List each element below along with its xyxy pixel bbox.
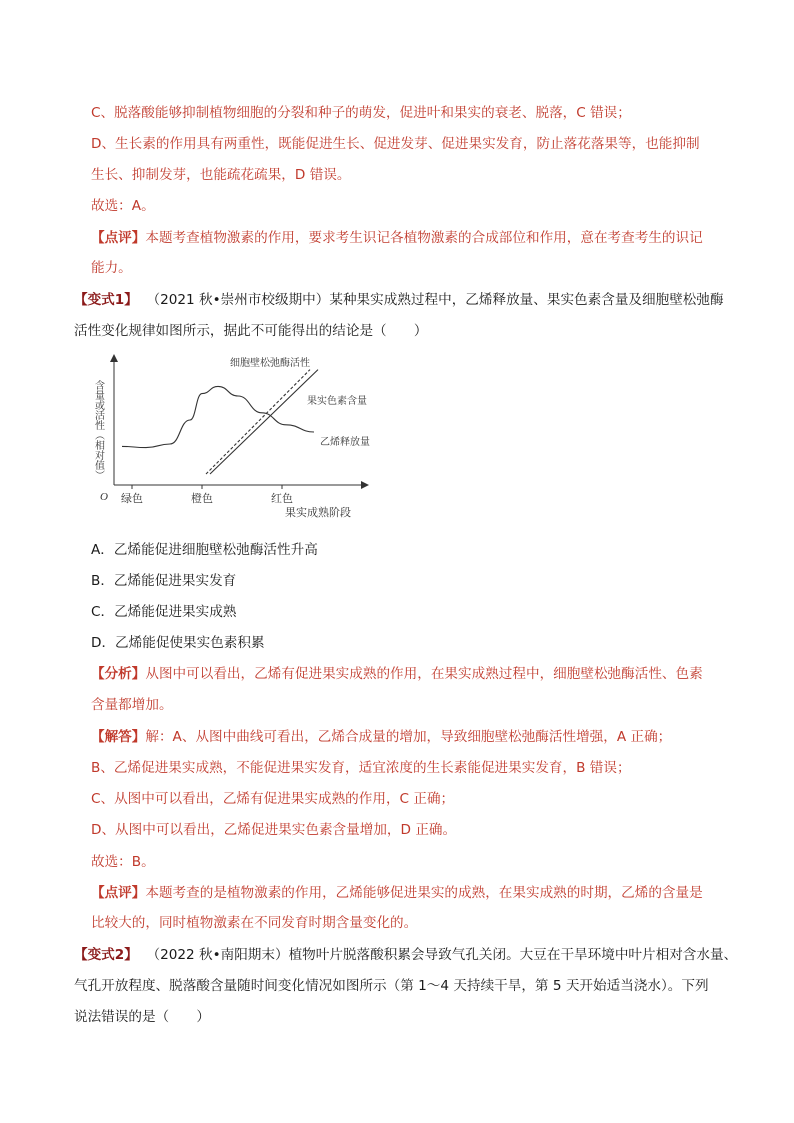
variant1-comment-line2: 比较大的，同时植物激素在不同发育时期含量变化的。 bbox=[91, 915, 418, 931]
series-label-0: 细胞壁松弛酶活性 bbox=[230, 358, 310, 369]
comment-text: 本题考查植物激素的作用，要求考生识记各植物激素的合成部位和作用，意在考查考生的识记 bbox=[145, 230, 703, 246]
variant2-text: （2022 秋•南阳期末）植物叶片脱落酸积累会导致气孔关闭。大豆在干旱环境中叶片相对含水量、 bbox=[146, 947, 738, 963]
solution-b: B、乙烯促进果实成熟，不能促进果实发育，适宜浓度的生长素能促进果实发育，B 错误； bbox=[91, 760, 631, 776]
comment-line2-prev: 能力。 bbox=[91, 260, 132, 276]
analysis-text: 从图中可以看出，乙烯有促进果实成熟的作用，在果实成熟过程中，细胞壁松弛酶活性、色素 bbox=[145, 666, 703, 682]
solution-d: D、从图中可以看出，乙烯促进果实色素含量增加，D 正确。 bbox=[91, 822, 457, 838]
x-tick-label-1: 橙色 bbox=[191, 493, 213, 505]
analysis-tag: 【分析】 bbox=[91, 666, 146, 682]
option-d-explanation-line1: D、生长素的作用具有两重性，既能促进生长、促进发芽、促进果实发育，防止落花落果等，也能抑制 bbox=[91, 136, 700, 152]
variant1-answer: 故选：B。 bbox=[91, 854, 155, 870]
variant2-tag: 【变式2】 bbox=[74, 947, 138, 963]
x-axis-label: 果实成熟阶段 bbox=[285, 507, 351, 519]
variant1-comment-line1 bbox=[91, 883, 703, 903]
analysis-line2: 含量都增加。 bbox=[91, 697, 173, 713]
solution-c: C、从图中可以看出，乙烯有促进果实成熟的作用，C 正确； bbox=[91, 791, 455, 807]
variant1-stem-line2: 活性变化规律如图所示，据此不可能得出的结论是（ ） bbox=[74, 323, 428, 339]
origin-label: O bbox=[100, 491, 108, 503]
variant2-stem-line1 bbox=[74, 945, 737, 965]
series-label-1: 果实色素含量 bbox=[307, 396, 367, 407]
variant1-option-d: D．乙烯能促使果实色素积累 bbox=[91, 635, 265, 651]
y-axis-label: 含量或活性（相对值） bbox=[92, 380, 104, 480]
option-c-explanation: C、脱落酸能够抑制植物细胞的分裂和种子的萌发，促进叶和果实的衰老、脱落，C 错误； bbox=[91, 105, 631, 121]
variant1-tag: 【变式1】 bbox=[74, 292, 138, 308]
series-label-2: 乙烯释放量 bbox=[320, 437, 370, 448]
variant1-text: （2021 秋•崇州市校级期中）某种果实成熟过程中，乙烯释放量、果实色素含量及细胞壁松弛酶 bbox=[146, 292, 724, 308]
series-line-2 bbox=[122, 386, 314, 447]
variant1-option-b: B．乙烯能促进果实发育 bbox=[91, 573, 237, 589]
series-line-1 bbox=[210, 370, 318, 474]
comment-line1-prev bbox=[91, 228, 703, 248]
variant1-comment-text: 本题考查的是植物激素的作用，乙烯能够促进果实的成熟，在果实成熟的时期，乙烯的含量是 bbox=[145, 885, 703, 901]
series-line-0 bbox=[206, 370, 310, 474]
solution-tag: 【解答】 bbox=[91, 729, 146, 745]
x-tick-label-2: 红色 bbox=[271, 493, 293, 505]
x-tick-label-0: 绿色 bbox=[121, 493, 143, 505]
option-d-explanation-line2: 生长、抑制发芽，也能疏花疏果，D 错误。 bbox=[91, 167, 351, 183]
variant1-comment-tag: 【点评】 bbox=[91, 885, 146, 901]
answer-line-prev: 故选：A。 bbox=[91, 198, 155, 214]
variant2-stem-line2: 气孔开放程度、脱落酸含量随时间变化情况如图所示（第 1～4 天持续干旱，第 5 天开始适当浇水）。下列 bbox=[74, 978, 709, 994]
variant1-option-a: A．乙烯能促进细胞壁松弛酶活性升高 bbox=[91, 542, 318, 558]
solution-text: 解：A、从图中曲线可看出，乙烯合成量的增加，导致细胞壁松弛酶活性增强，A 正确； bbox=[145, 729, 672, 745]
variant2-stem-line3: 说法错误的是（ ） bbox=[74, 1009, 210, 1025]
fruit-ripening-chart bbox=[80, 350, 370, 522]
variant1-stem-line1 bbox=[74, 290, 724, 310]
solution-line1 bbox=[91, 727, 671, 747]
comment-tag: 【点评】 bbox=[91, 230, 146, 246]
variant1-option-c: C．乙烯能促进果实成熟 bbox=[91, 604, 237, 620]
analysis-line1 bbox=[91, 664, 703, 684]
